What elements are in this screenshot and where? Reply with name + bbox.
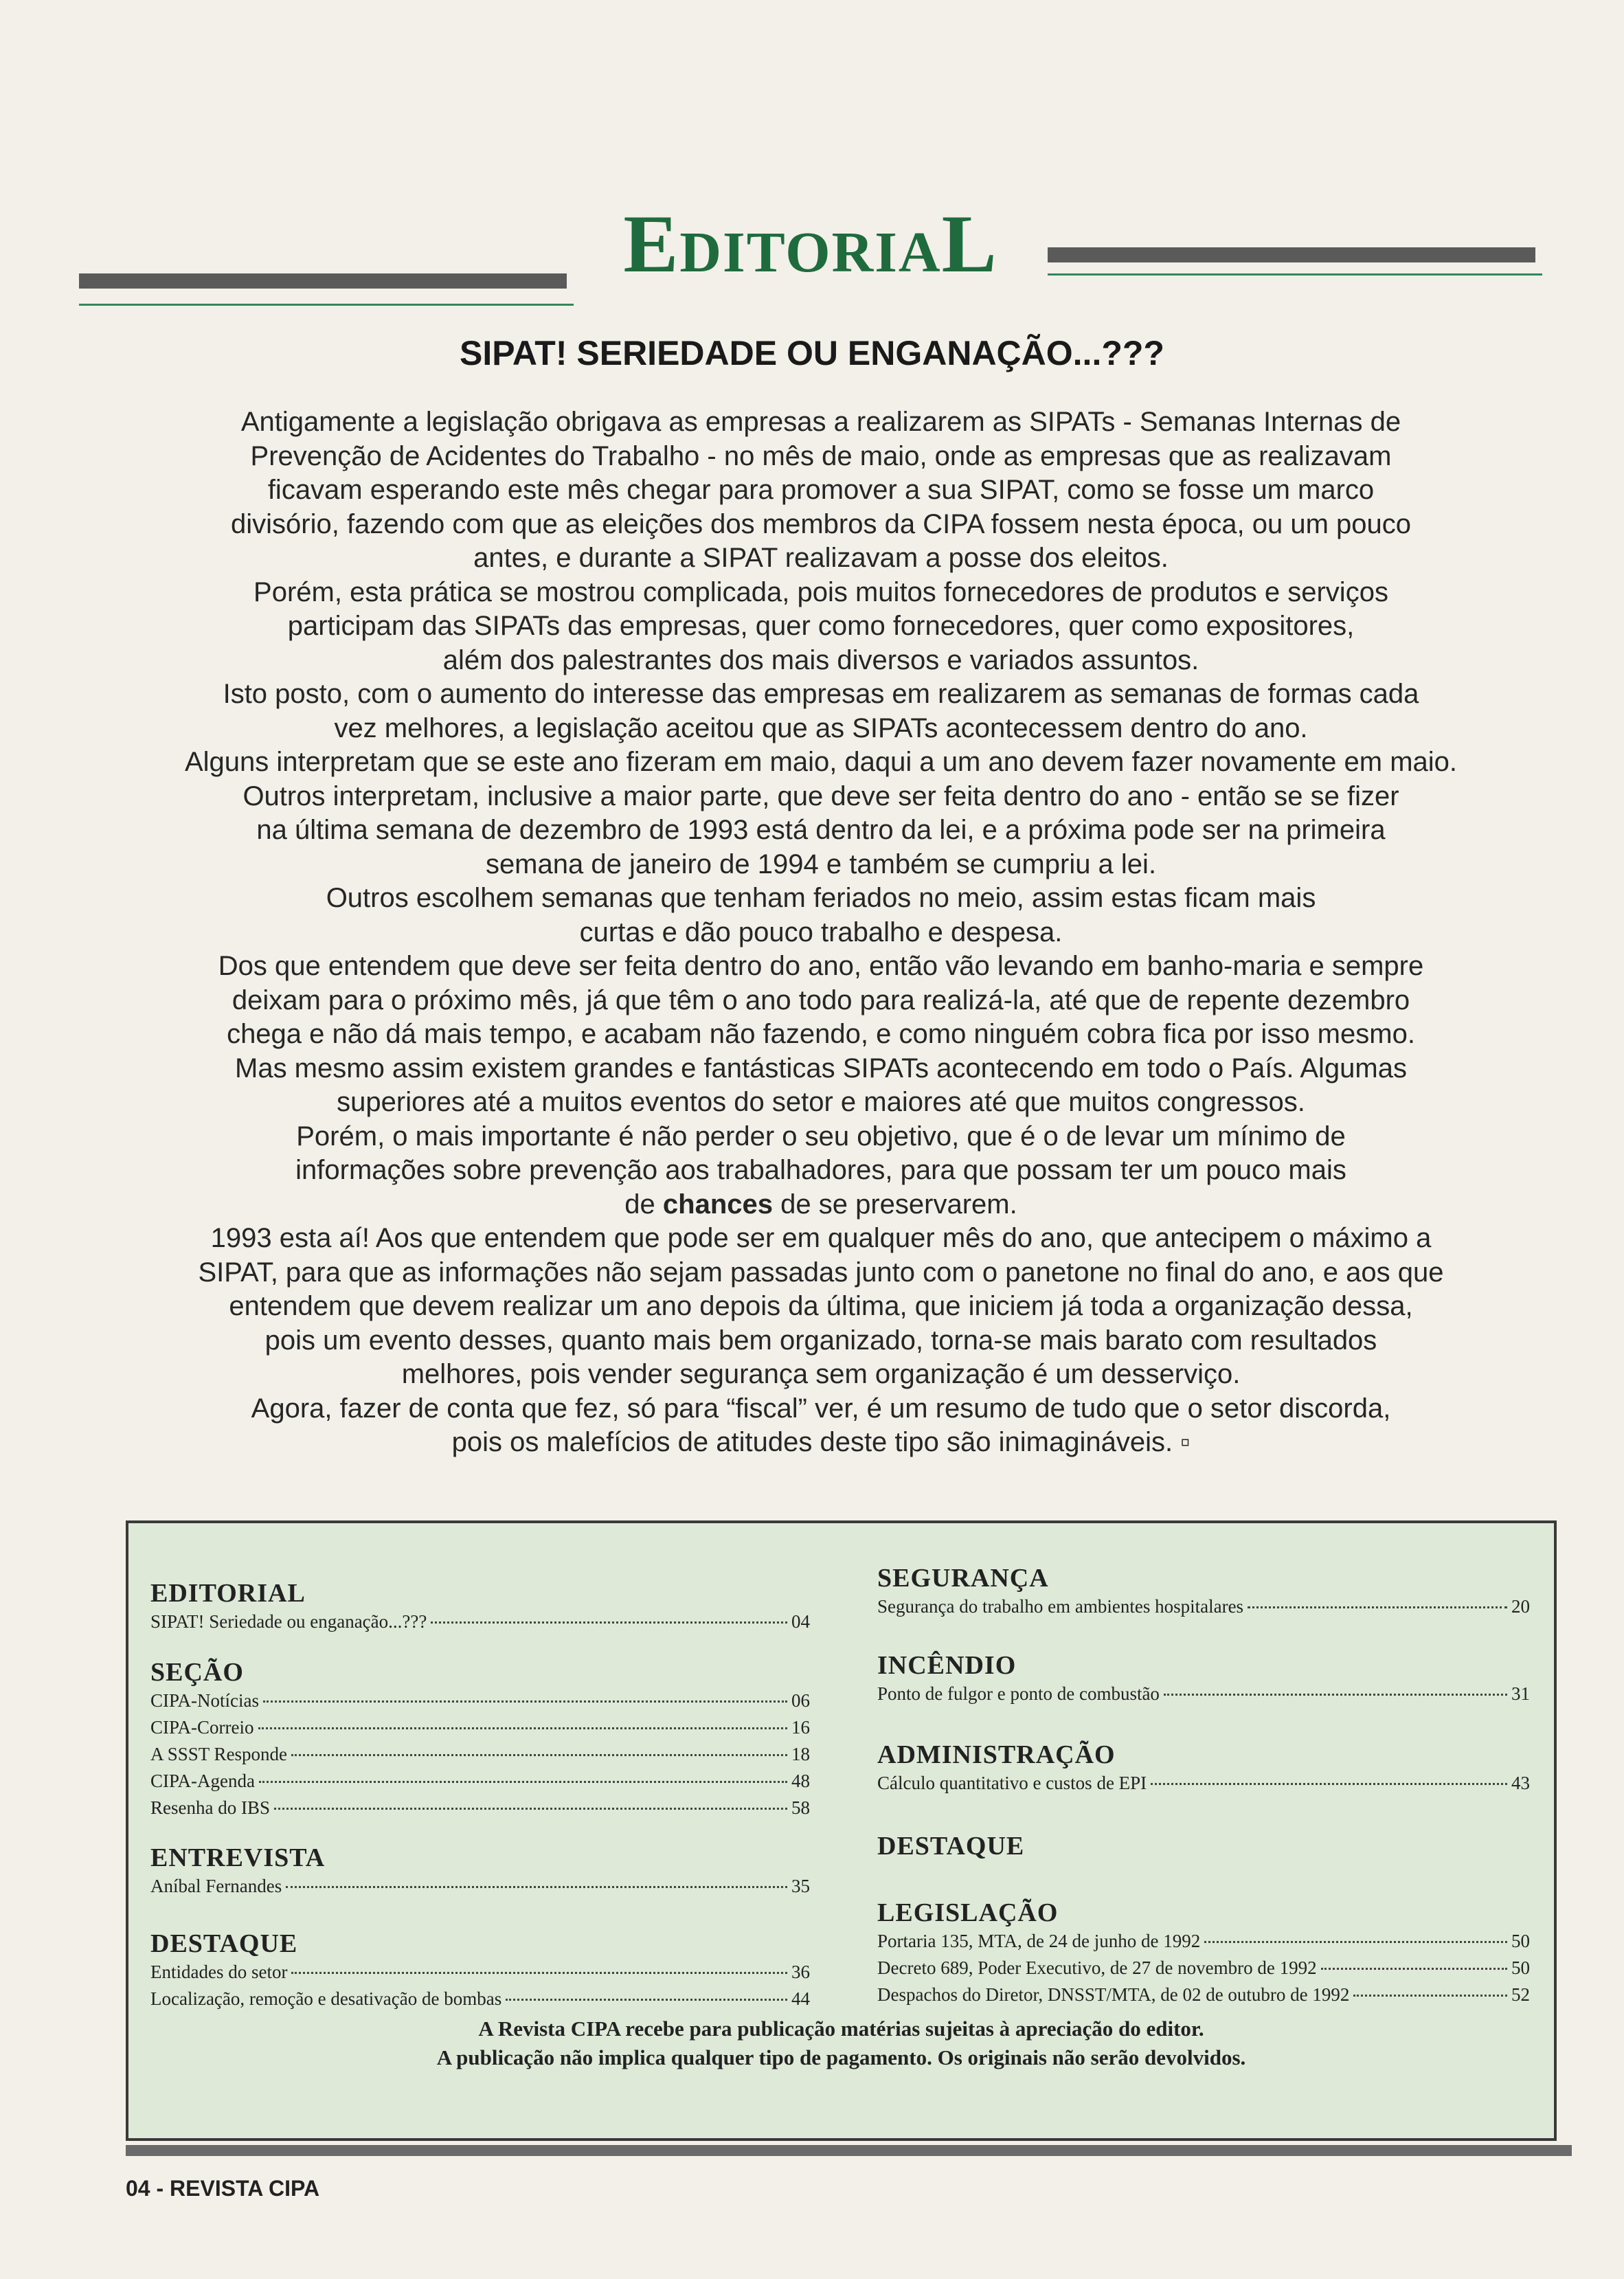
body-line: pois os malefícios de atitudes deste tipo são inimagináveis. ▫ (451, 1427, 1191, 1457)
toc-entry[interactable]: CIPA-Agenda 48 (150, 1771, 810, 1791)
toc-heading: DESTAQUE (150, 1929, 298, 1958)
body-line: 1993 esta aí! Aos que entendem que pode ser em qualquer mês do ano, que antecipem o máximo a (210, 1223, 1432, 1253)
table-of-contents (126, 1520, 1557, 2141)
toc-heading: DESTAQUE (877, 1832, 1025, 1861)
body-line: chega e não dá mais tempo, e acabam não fazendo, e como ninguém cobra fica por isso mesmo. (227, 1019, 1415, 1049)
masthead (79, 192, 1542, 309)
toc-heading: SEGURANÇA (877, 1564, 1049, 1593)
toc-entry[interactable]: Portaria 135, MTA, de 24 de junho de 1992 50 (877, 1931, 1530, 1951)
toc-entry[interactable]: CIPA-Correio 16 (150, 1717, 810, 1738)
chances-post: de se preservarem. (773, 1189, 1017, 1220)
toc-entry[interactable]: Segurança do trabalho em ambientes hospitalares 20 (877, 1596, 1530, 1617)
toc-section-editorial (150, 1578, 810, 1635)
body-line: semana de janeiro de 1994 e também se cumpriu a lei. (485, 849, 1157, 879)
toc-heading: SEÇÃO (150, 1658, 244, 1687)
toc-entry[interactable]: Resenha do IBS 58 (150, 1797, 810, 1818)
toc-heading: EDITORIAL (150, 1579, 306, 1608)
toc-section-legislacao (877, 1898, 1530, 2008)
body-line: vez melhores, a legislação aceitou que as SIPATs acontecessem dentro do ano. (334, 712, 1308, 743)
masthead-rule-left (79, 304, 574, 306)
toc-section-seguranca (877, 1563, 1530, 1620)
toc-entry[interactable]: A SSST Responde 18 (150, 1744, 810, 1764)
body-line: Antigamente a legislação obrigava as empresas a realizarem as SIPATs - Semanas Internas de (240, 407, 1401, 437)
body-line: Outros escolhem semanas que tenham feriados no meio, assim estas ficam mais (326, 883, 1316, 913)
body-line: Isto posto, com o aumento do interesse das empresas em realizarem as semanas de formas cada (223, 679, 1419, 709)
note-line: A Revista CIPA recebe para publicação matérias sujeitas à apreciação do editor. (478, 2017, 1204, 2041)
body-line: Agora, fazer de conta que fez, só para “fiscal” ver, é um resumo de tudo que o setor discorda, (251, 1393, 1391, 1424)
body-line-chances (103, 1188, 1539, 1222)
body-line: pois um evento desses, quanto mais bem organizado, torna-se mais barato com resultados (264, 1325, 1377, 1356)
toc-entry[interactable]: Decreto 689, Poder Executivo, de 27 de novembro de 1992 50 (877, 1957, 1530, 1978)
toc-entry[interactable]: Entidades do setor 36 (150, 1962, 810, 1982)
toc-heading: LEGISLAÇÃO (877, 1898, 1059, 1927)
toc-entry[interactable]: Ponto de fulgor e ponto de combustão 31 (877, 1683, 1530, 1704)
chances-bold: chances (662, 1189, 773, 1220)
body-line: na última semana de dezembro de 1993 está dentro da lei, e a próxima pode ser na primeira (256, 815, 1386, 845)
body-line: curtas e dão pouco trabalho e despesa. (579, 917, 1063, 947)
toc-section-destaque-right (877, 1831, 1530, 1861)
body-line: ficavam esperando este mês chegar para promover a sua SIPAT, como se fosse um marco (267, 475, 1375, 505)
masthead-bar-right (1048, 247, 1535, 262)
footer-rule (126, 2145, 1572, 2156)
toc-entry[interactable]: Cálculo quantitativo e custos de EPI 43 (877, 1773, 1530, 1793)
body-line: além dos palestrantes dos mais diversos e variados assuntos. (442, 644, 1199, 675)
body-line: Prevenção de Acidentes do Trabalho - no mês de maio, onde as empresas que as realizavam (250, 440, 1392, 471)
body-line: Outros interpretam, inclusive a maior parte, que deve ser feita dentro do ano - então se se fizer (243, 781, 1399, 811)
toc-section-entrevista (150, 1843, 810, 1900)
body-line: deixam para o próximo mês, já que têm o ano todo para realizá-la, até que de repente dezembro (232, 985, 1410, 1015)
body-line: Porém, esta prática se mostrou complicada, pois muitos fornecedores de produtos e serviços (253, 576, 1388, 607)
page-footer: 04 - REVISTA CIPA (126, 2176, 320, 2201)
toc-entry[interactable]: Despachos do Diretor, DNSST/MTA, de 02 de outubro de 1992 52 (877, 1984, 1530, 2005)
body-line: informações sobre prevenção aos trabalhadores, para que possam ter um pouco mais (295, 1155, 1346, 1185)
toc-entry[interactable]: Localização, remoção e desativação de bombas 44 (150, 1988, 810, 2009)
body-line: melhores, pois vender segurança sem organização é um desserviço. (401, 1359, 1241, 1389)
body-line: Alguns interpretam que se este ano fizeram em maio, daqui a um ano devem fazer novamente em maio. (184, 747, 1458, 777)
body-line: superiores até a muitos eventos do setor e maiores até que muitos congressos. (337, 1087, 1305, 1117)
body-line: antes, e durante a SIPAT realizavam a posse dos eleitos. (473, 543, 1169, 573)
toc-section-destaque-left (150, 1929, 810, 2012)
toc-section-incendio (877, 1650, 1530, 1707)
masthead-rule-right (1048, 273, 1542, 276)
toc-heading: INCÊNDIO (877, 1651, 1017, 1680)
note-line: A publicação não implica qualquer tipo de pagamento. Os originais não serão devolvidos. (436, 2045, 1246, 2069)
toc-entry[interactable]: CIPA-Notícias 06 (150, 1690, 810, 1711)
toc-entry[interactable]: SIPAT! Seriedade ou enganação...??? 04 (150, 1611, 810, 1632)
toc-section-secao (150, 1657, 810, 1821)
article-headline: SIPAT! SERIEDADE OU ENGANAÇÃO...??? (460, 334, 1164, 372)
body-line: Dos que entendem que deve ser feita dentro do ano, então vão levando em banho-maria e sempre (218, 951, 1424, 981)
body-line: divisório, fazendo com que as eleições dos membros da CIPA fossem nesta época, ou um pouco (231, 508, 1411, 539)
submission-note (128, 2014, 1554, 2072)
chances-pre: de (624, 1189, 663, 1220)
body-line: participam das SIPATs das empresas, quer como fornecedores, quer como expositores, (287, 611, 1355, 641)
body-line: Mas mesmo assim existem grandes e fantásticas SIPATs acontecendo em todo o País. Algumas (235, 1053, 1407, 1084)
toc-section-administracao (877, 1740, 1530, 1797)
section-title: EditoriaL (623, 198, 998, 289)
body-line: entendem que devem realizar um ano depois da última, que iniciem já toda a organização dessa, (229, 1291, 1413, 1321)
toc-heading: ENTREVISTA (150, 1843, 326, 1872)
toc-heading: ADMINISTRAÇÃO (877, 1740, 1116, 1769)
masthead-bar-left (79, 273, 567, 289)
toc-entry[interactable]: Aníbal Fernandes 35 (150, 1876, 810, 1896)
article-body (103, 405, 1539, 1460)
body-line: SIPAT, para que as informações não sejam passadas junto com o panetone no final do ano, e aos que (198, 1257, 1444, 1288)
body-line: Porém, o mais importante é não perder o seu objetivo, que é o de levar um mínimo de (296, 1121, 1346, 1152)
